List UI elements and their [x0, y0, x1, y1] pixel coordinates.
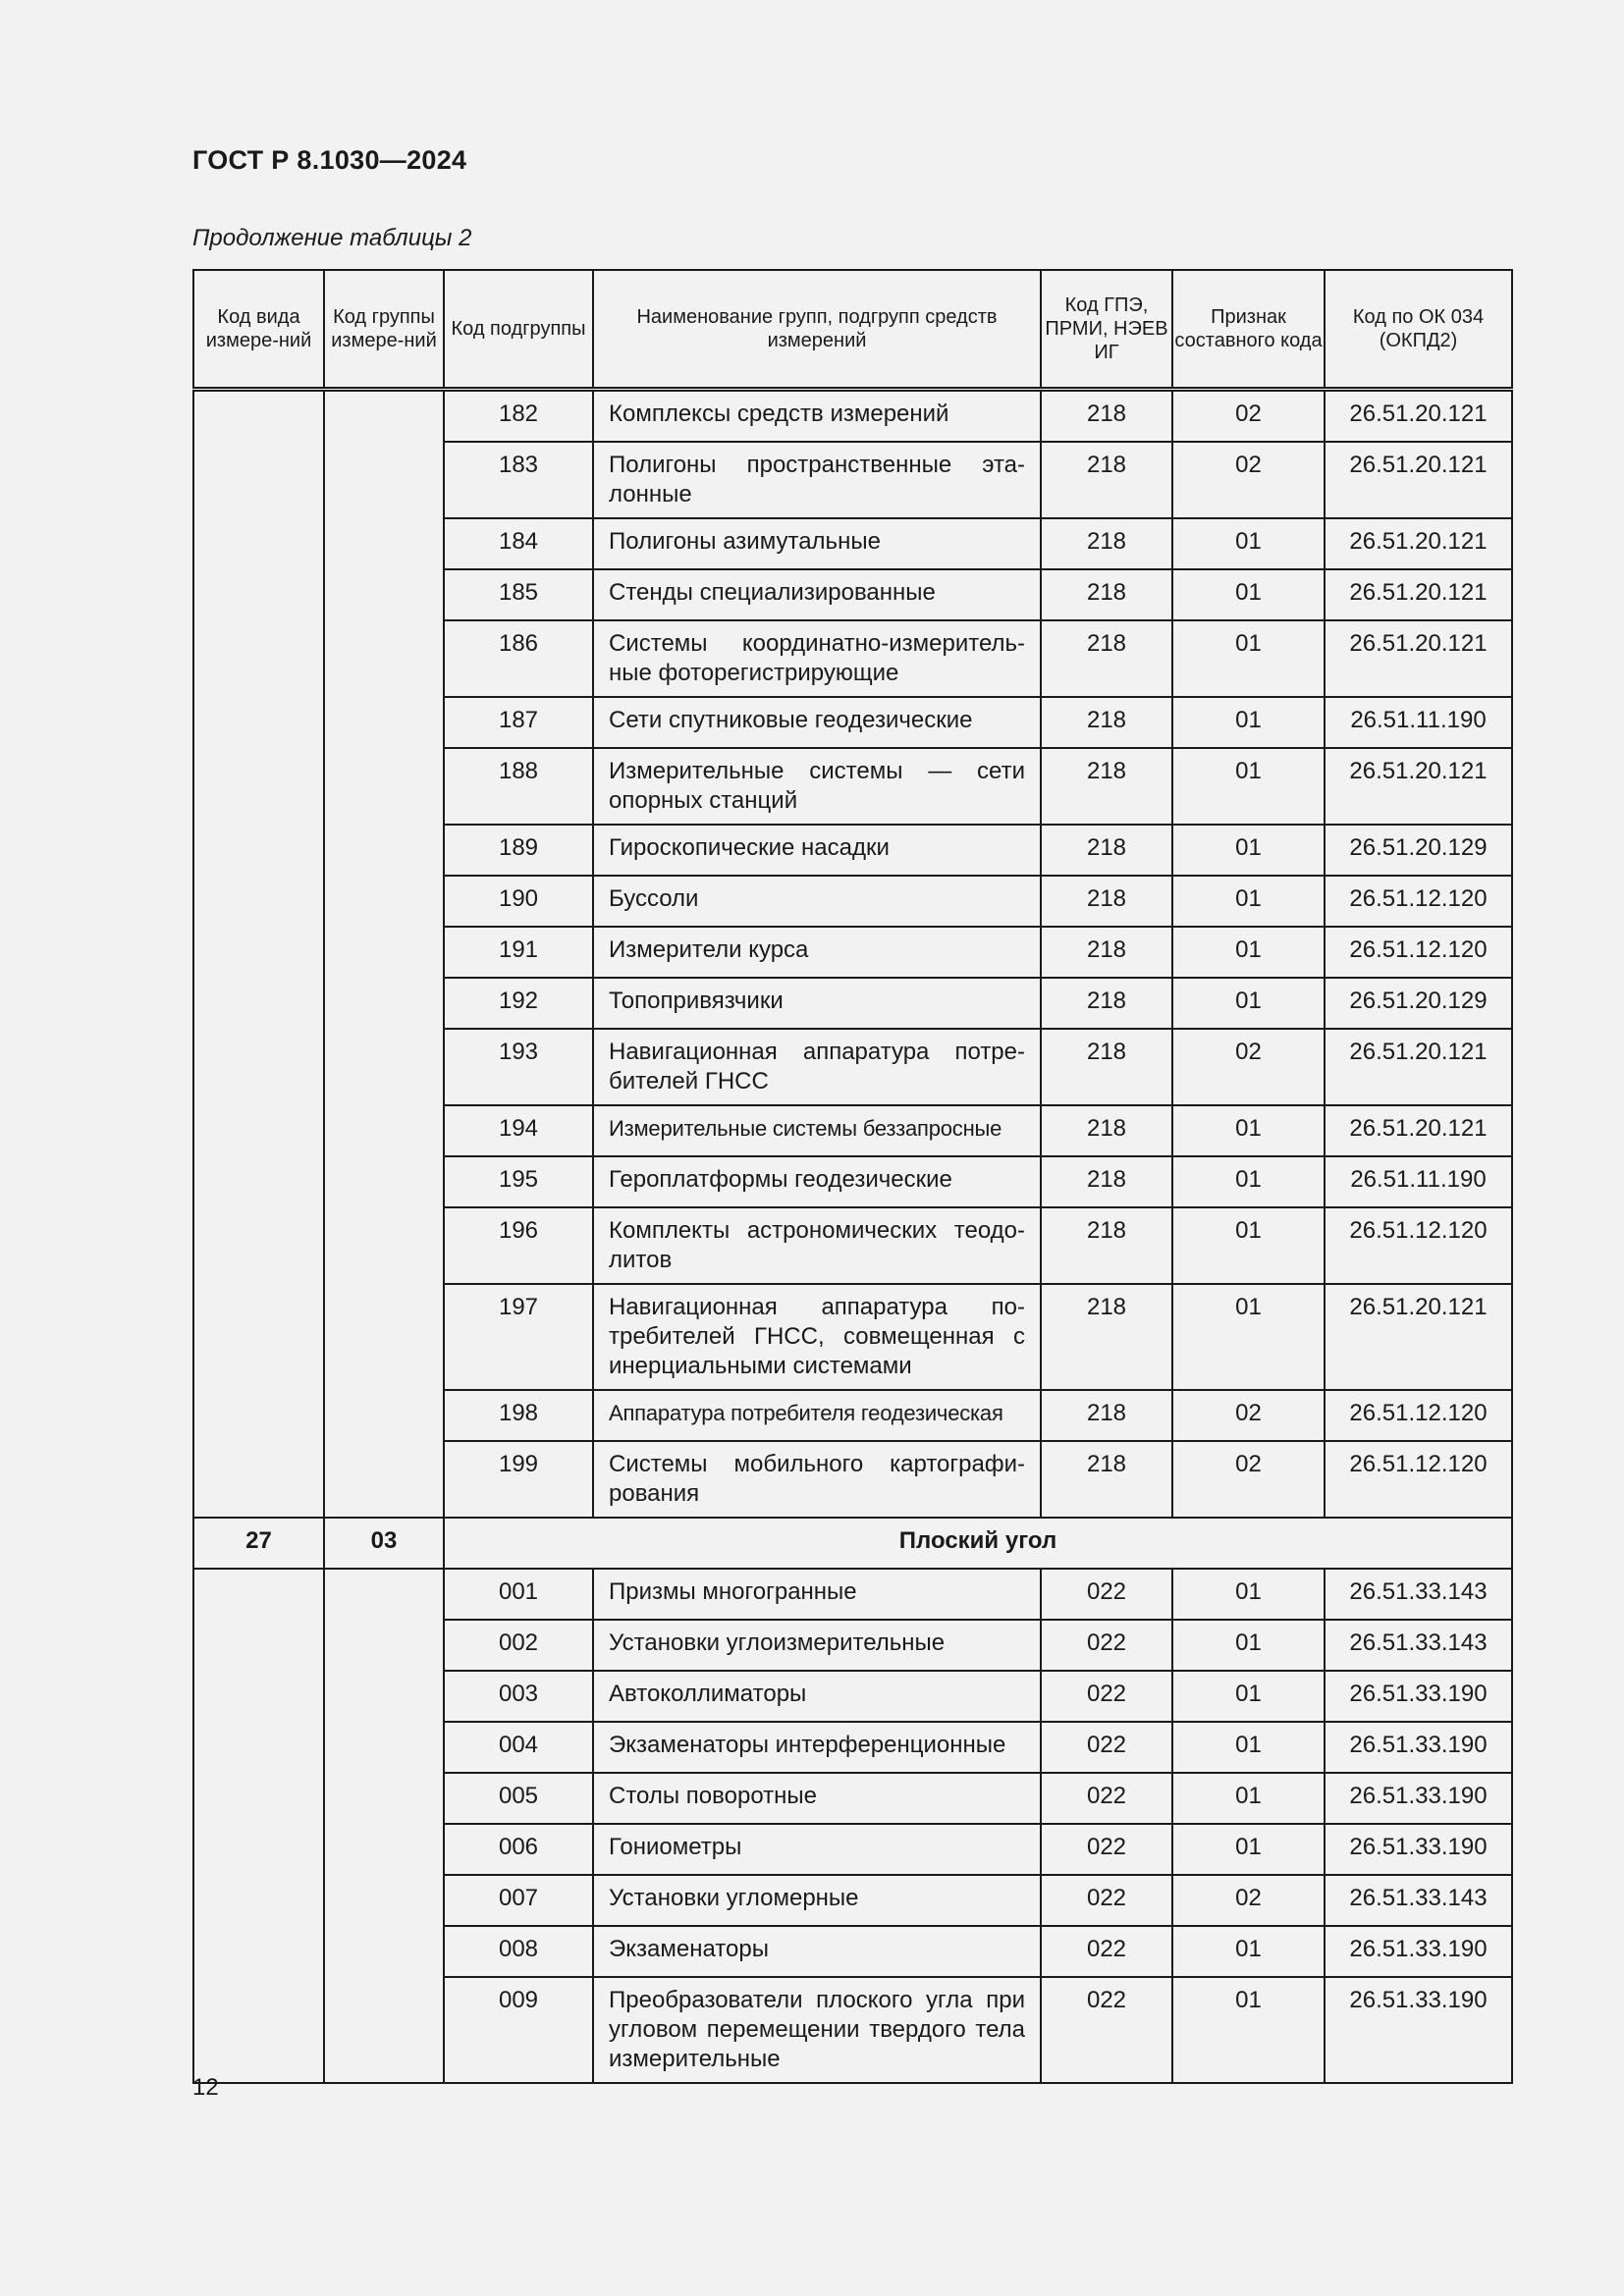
composite-sign-cell: 01	[1172, 1284, 1325, 1390]
column-header: Код группы измере-ний	[324, 270, 444, 390]
composite-sign-cell: 01	[1172, 978, 1325, 1029]
group-code-cell	[324, 1569, 444, 2083]
subgroup-code-cell: 182	[444, 390, 593, 443]
group-body	[193, 1518, 1512, 1569]
subgroup-code-cell: 009	[444, 1977, 593, 2083]
subgroup-code-cell: 192	[444, 978, 593, 1029]
okpd-code-cell: 26.51.12.120	[1325, 927, 1512, 978]
composite-sign-cell: 01	[1172, 1977, 1325, 2083]
gpe-code-cell: 218	[1041, 569, 1172, 620]
composite-sign-cell: 01	[1172, 1105, 1325, 1156]
group-row	[193, 1518, 1512, 1569]
composite-sign-cell: 01	[1172, 1926, 1325, 1977]
name-cell: Системы мобильного картографи-рования	[593, 1441, 1041, 1518]
name-cell: Установки углоизмерительные	[593, 1620, 1041, 1671]
table-row	[193, 1569, 1512, 1620]
name-cell: Навигационная аппаратура потре-бителей ГНСС	[593, 1029, 1041, 1105]
okpd-code-cell: 26.51.20.121	[1325, 442, 1512, 518]
gpe-code-cell: 218	[1041, 620, 1172, 697]
name-cell: Гониометры	[593, 1824, 1041, 1875]
subgroup-code-cell: 189	[444, 825, 593, 876]
gpe-code-cell: 218	[1041, 1156, 1172, 1207]
subgroup-code-cell: 186	[444, 620, 593, 697]
gpe-code-cell: 218	[1041, 748, 1172, 825]
name-cell: Стенды специализированные	[593, 569, 1041, 620]
composite-sign-cell: 02	[1172, 1029, 1325, 1105]
gpe-code-cell: 218	[1041, 1105, 1172, 1156]
name-cell: Буссоли	[593, 876, 1041, 927]
gpe-code-cell: 218	[1041, 518, 1172, 569]
name-cell: Измерители курса	[593, 927, 1041, 978]
composite-sign-cell: 01	[1172, 1671, 1325, 1722]
okpd-code-cell: 26.51.20.129	[1325, 978, 1512, 1029]
gpe-code-cell: 022	[1041, 1722, 1172, 1773]
okpd-code-cell: 26.51.20.121	[1325, 518, 1512, 569]
composite-sign-cell: 01	[1172, 697, 1325, 748]
subgroup-code-cell: 001	[444, 1569, 593, 1620]
subgroup-code-cell: 195	[444, 1156, 593, 1207]
group-title: Плоский угол	[444, 1518, 1512, 1569]
subgroup-code-cell: 184	[444, 518, 593, 569]
composite-sign-cell: 01	[1172, 825, 1325, 876]
okpd-code-cell: 26.51.12.120	[1325, 1441, 1512, 1518]
gpe-code-cell: 218	[1041, 697, 1172, 748]
subgroup-code-cell: 196	[444, 1207, 593, 1284]
okpd-code-cell: 26.51.33.143	[1325, 1620, 1512, 1671]
okpd-code-cell: 26.51.33.190	[1325, 1977, 1512, 2083]
composite-sign-cell: 02	[1172, 1441, 1325, 1518]
document-header: ГОСТ Р 8.1030—2024	[192, 145, 467, 175]
composite-sign-cell: 01	[1172, 1722, 1325, 1773]
name-cell: Измерительные системы — сети опорных станций	[593, 748, 1041, 825]
subgroup-code-cell: 194	[444, 1105, 593, 1156]
name-cell: Автоколлиматоры	[593, 1671, 1041, 1722]
gpe-code-cell: 218	[1041, 1207, 1172, 1284]
subgroup-code-cell: 005	[444, 1773, 593, 1824]
name-cell: Сети спутниковые геодезические	[593, 697, 1041, 748]
name-cell: Экзаменаторы	[593, 1926, 1041, 1977]
gpe-code-cell: 218	[1041, 978, 1172, 1029]
okpd-code-cell: 26.51.12.120	[1325, 1390, 1512, 1441]
subgroup-code-cell: 008	[444, 1926, 593, 1977]
subgroup-code-cell: 003	[444, 1671, 593, 1722]
gpe-code-cell: 022	[1041, 1620, 1172, 1671]
subgroup-code-cell: 004	[444, 1722, 593, 1773]
composite-sign-cell: 01	[1172, 1156, 1325, 1207]
subgroup-code-cell: 002	[444, 1620, 593, 1671]
table-caption: Продолжение таблицы 2	[192, 225, 472, 251]
gpe-code-cell: 218	[1041, 927, 1172, 978]
subgroup-code-cell: 188	[444, 748, 593, 825]
name-cell: Полигоны азимутальные	[593, 518, 1041, 569]
name-cell: Аппаратура потребителя геодезическая	[593, 1390, 1041, 1441]
okpd-code-cell: 26.51.20.121	[1325, 620, 1512, 697]
subgroup-code-cell: 187	[444, 697, 593, 748]
okpd-code-cell: 26.51.20.121	[1325, 748, 1512, 825]
subgroup-code-cell: 199	[444, 1441, 593, 1518]
column-header: Код подгруппы	[444, 270, 593, 390]
okpd-code-cell: 26.51.33.190	[1325, 1773, 1512, 1824]
column-header: Код ГПЭ, ПРМИ, НЭЕВ ИГ	[1041, 270, 1172, 390]
measurement-table	[192, 269, 1513, 2084]
subgroup-code-cell: 190	[444, 876, 593, 927]
composite-sign-cell: 02	[1172, 1875, 1325, 1926]
okpd-code-cell: 26.51.12.120	[1325, 1207, 1512, 1284]
okpd-code-cell: 26.51.20.121	[1325, 569, 1512, 620]
gpe-code-cell: 022	[1041, 1671, 1172, 1722]
okpd-code-cell: 26.51.33.190	[1325, 1824, 1512, 1875]
subgroup-code-cell: 185	[444, 569, 593, 620]
gpe-code-cell: 218	[1041, 442, 1172, 518]
gpe-code-cell: 218	[1041, 1284, 1172, 1390]
name-cell: Навигационная аппаратура по-требителей ГНСС, совмещенная с инерциальными системами	[593, 1284, 1041, 1390]
okpd-code-cell: 26.51.20.121	[1325, 1105, 1512, 1156]
name-cell: Системы координатно-измеритель-ные фоторегистрирующие	[593, 620, 1041, 697]
gpe-code-cell: 022	[1041, 1977, 1172, 2083]
subgroup-code-cell: 007	[444, 1875, 593, 1926]
composite-sign-cell: 01	[1172, 748, 1325, 825]
composite-sign-cell: 01	[1172, 927, 1325, 978]
composite-sign-cell: 01	[1172, 1569, 1325, 1620]
name-cell: Гироскопические насадки	[593, 825, 1041, 876]
name-cell: Преобразователи плоского угла при угловом перемещении твердого тела измерительные	[593, 1977, 1041, 2083]
page-number: 12	[192, 2074, 219, 2101]
subgroup-code-cell: 197	[444, 1284, 593, 1390]
gpe-code-cell: 218	[1041, 825, 1172, 876]
subgroup-code-cell: 191	[444, 927, 593, 978]
name-cell: Призмы многогранные	[593, 1569, 1041, 1620]
gpe-code-cell: 022	[1041, 1926, 1172, 1977]
composite-sign-cell: 02	[1172, 390, 1325, 443]
okpd-code-cell: 26.51.11.190	[1325, 1156, 1512, 1207]
okpd-code-cell: 26.51.33.143	[1325, 1569, 1512, 1620]
table-row	[193, 390, 1512, 443]
okpd-code-cell: 26.51.20.129	[1325, 825, 1512, 876]
kind-code-cell	[193, 1569, 324, 2083]
column-header: Код вида измере-ний	[193, 270, 324, 390]
name-cell: Установки угломерные	[593, 1875, 1041, 1926]
name-cell: Комплексы средств измерений	[593, 390, 1041, 443]
gpe-code-cell: 022	[1041, 1569, 1172, 1620]
section2-body	[193, 1569, 1512, 2083]
okpd-code-cell: 26.51.20.121	[1325, 1029, 1512, 1105]
subgroup-code-cell: 006	[444, 1824, 593, 1875]
gpe-code-cell: 022	[1041, 1824, 1172, 1875]
section1-body	[193, 390, 1512, 1519]
gpe-code-cell: 218	[1041, 876, 1172, 927]
group-code-cell	[324, 390, 444, 1519]
okpd-code-cell: 26.51.11.190	[1325, 697, 1512, 748]
okpd-code-cell: 26.51.20.121	[1325, 1284, 1512, 1390]
composite-sign-cell: 02	[1172, 442, 1325, 518]
name-cell: Столы поворотные	[593, 1773, 1041, 1824]
okpd-code-cell: 26.51.12.120	[1325, 876, 1512, 927]
composite-sign-cell: 01	[1172, 876, 1325, 927]
okpd-code-cell: 26.51.33.190	[1325, 1926, 1512, 1977]
gpe-code-cell: 218	[1041, 1029, 1172, 1105]
gpe-code-cell: 218	[1041, 1441, 1172, 1518]
composite-sign-cell: 01	[1172, 569, 1325, 620]
name-cell: Топопривязчики	[593, 978, 1041, 1029]
subgroup-code-cell: 193	[444, 1029, 593, 1105]
gpe-code-cell: 022	[1041, 1875, 1172, 1926]
composite-sign-cell: 01	[1172, 1207, 1325, 1284]
gpe-code-cell: 218	[1041, 1390, 1172, 1441]
okpd-code-cell: 26.51.33.190	[1325, 1722, 1512, 1773]
composite-sign-cell: 01	[1172, 1824, 1325, 1875]
composite-sign-cell: 01	[1172, 518, 1325, 569]
okpd-code-cell: 26.51.20.121	[1325, 390, 1512, 443]
kind-code-cell	[193, 390, 324, 1519]
composite-sign-cell: 01	[1172, 1620, 1325, 1671]
subgroup-code-cell: 198	[444, 1390, 593, 1441]
group-kind-code: 27	[193, 1518, 324, 1569]
name-cell: Полигоны пространственные эта-лонные	[593, 442, 1041, 518]
gpe-code-cell: 022	[1041, 1773, 1172, 1824]
composite-sign-cell: 01	[1172, 1773, 1325, 1824]
column-header: Признак составного кода	[1172, 270, 1325, 390]
name-cell: Экзаменаторы интерференционные	[593, 1722, 1041, 1773]
okpd-code-cell: 26.51.33.143	[1325, 1875, 1512, 1926]
header-row	[193, 270, 1512, 390]
subgroup-code-cell: 183	[444, 442, 593, 518]
name-cell: Комплекты астрономических теодо-литов	[593, 1207, 1041, 1284]
composite-sign-cell: 01	[1172, 620, 1325, 697]
name-cell: Героплатформы геодезические	[593, 1156, 1041, 1207]
column-header: Наименование групп, подгрупп средств измерений	[593, 270, 1041, 390]
column-header: Код по ОК 034 (ОКПД2)	[1325, 270, 1512, 390]
group-code: 03	[324, 1518, 444, 1569]
name-cell: Измерительные системы беззапросные	[593, 1105, 1041, 1156]
gpe-code-cell: 218	[1041, 390, 1172, 443]
composite-sign-cell: 02	[1172, 1390, 1325, 1441]
okpd-code-cell: 26.51.33.190	[1325, 1671, 1512, 1722]
